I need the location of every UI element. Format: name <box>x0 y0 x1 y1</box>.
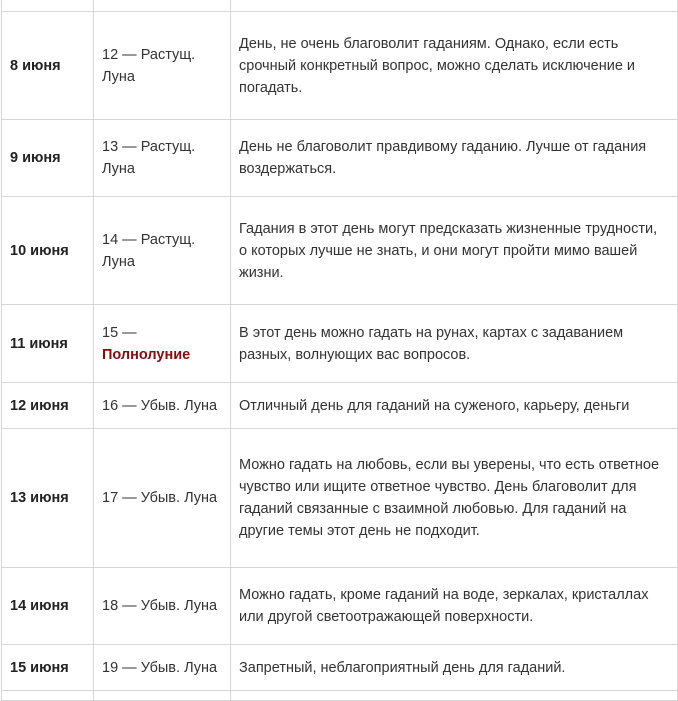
moon-phase: Растущ. Луна <box>102 231 196 270</box>
moon-phase: Убыв. Луна <box>140 659 218 676</box>
moon-day-number: 15 — <box>102 324 137 341</box>
moon-phase: Убыв. Луна <box>140 397 218 414</box>
moon-phase: Убыв. Луна <box>140 598 218 614</box>
full-moon-label: Полнолуние <box>102 346 191 363</box>
description-cell: День не благоволит правдивому гаданию. Лучше от гадания воздержаться. <box>231 120 678 197</box>
date-cell <box>2 0 94 12</box>
moon-day-number: 14 — <box>102 231 141 248</box>
description-cell: Отличный день для гаданий на суженого, карьеру, деньги <box>231 383 678 429</box>
description-cell: Можно гадать на любовь, если вы уверены, что есть ответное чувство или ищите ответное чувство. День благоволит для гаданий связанные с взаимной любовью. Для гаданий на другие темы этот день не подходит. <box>231 429 678 568</box>
moon-day-cell <box>94 383 231 429</box>
table-row <box>2 305 678 383</box>
moon-day-cell <box>94 691 231 701</box>
moon-phase: Растущ. Луна <box>102 46 196 85</box>
date-cell: 9 июня <box>2 120 94 197</box>
moon-day-cell <box>94 429 231 568</box>
date-cell: 11 июня <box>2 305 94 383</box>
moon-day-cell <box>94 645 231 691</box>
table-row-partial-top <box>2 0 678 12</box>
moon-day-number: 17 — <box>102 490 141 506</box>
moon-day-cell <box>94 305 231 383</box>
table-row <box>2 197 678 305</box>
description-cell: Гадания в этот день могут предсказать жизненные трудности, о которых лучше не знать, и они могут пройти мимо вашей жизни. <box>231 197 678 305</box>
date-cell: 15 июня <box>2 645 94 691</box>
description-cell: Запретный, неблагоприятный день для гаданий. <box>231 645 678 691</box>
description-cell: Можно гадать, кроме гаданий на воде, зеркалах, кристаллах или другой светоотражающей поверхности. <box>231 568 678 645</box>
table-row <box>2 568 678 645</box>
date-cell: 12 июня <box>2 383 94 429</box>
description-cell: В этот день можно гадать на рунах, картах с задаванием разных, волнующих вас вопросов. <box>231 305 678 383</box>
date-cell: 13 июня <box>2 429 94 568</box>
moon-day-cell <box>94 568 231 645</box>
table-row <box>2 12 678 120</box>
moon-day-cell <box>94 12 231 120</box>
date-cell: 10 июня <box>2 197 94 305</box>
table-row <box>2 645 678 691</box>
date-cell: 8 июня <box>2 12 94 120</box>
moon-phase: Растущ. Луна <box>102 139 196 177</box>
date-cell <box>2 691 94 701</box>
moon-day-cell <box>94 120 231 197</box>
moon-day-number: 13 — <box>102 139 141 155</box>
table-row-partial-bottom <box>2 691 678 701</box>
moon-day-number: 16 — <box>102 397 141 414</box>
table-row <box>2 120 678 197</box>
moon-day-number: 18 — <box>102 598 141 614</box>
moon-day-number: 12 — <box>102 46 141 63</box>
moon-phase: Убыв. Луна <box>140 490 218 506</box>
table-row <box>2 429 678 568</box>
description-cell <box>231 0 678 12</box>
description-cell <box>231 691 678 701</box>
divination-calendar-table <box>1 0 678 701</box>
moon-day-cell <box>94 0 231 12</box>
table-row <box>2 383 678 429</box>
moon-day-cell <box>94 197 231 305</box>
description-cell: День, не очень благоволит гаданиям. Однако, если есть срочный конкретный вопрос, можно сделать исключение и погадать. <box>231 12 678 120</box>
date-cell: 14 июня <box>2 568 94 645</box>
moon-day-number: 19 — <box>102 659 141 676</box>
